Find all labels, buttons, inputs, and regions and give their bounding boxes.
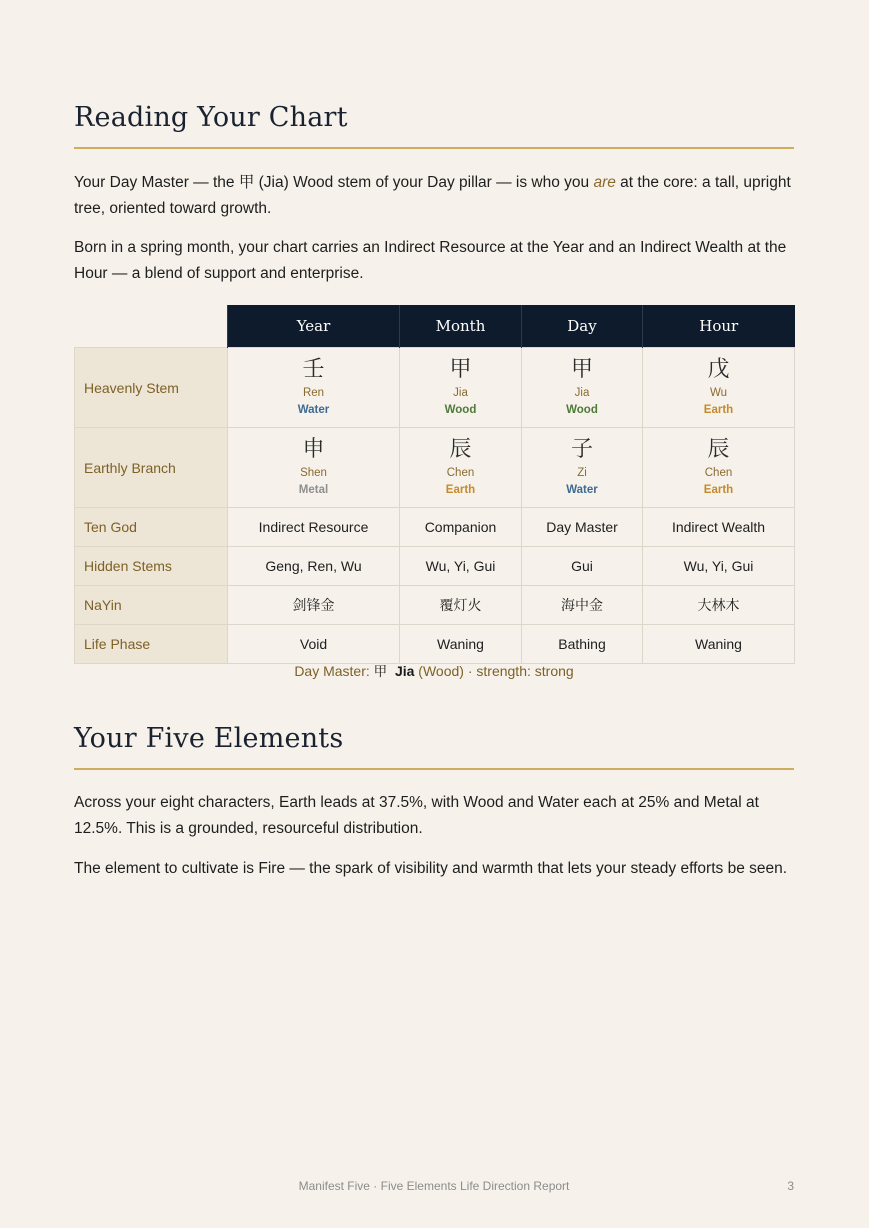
branch-pinyin: Shen — [300, 466, 327, 479]
caption-prefix: Day Master: — [294, 663, 374, 679]
branch-pinyin: Zi — [577, 466, 587, 479]
row-label-hidden-stems: Hidden Stems — [75, 547, 228, 586]
stem-element: Wood — [566, 403, 598, 416]
life-phase-cell: Void — [228, 625, 400, 664]
branch-char: 子 — [570, 436, 593, 462]
branch-char: 辰 — [707, 436, 730, 462]
stem-element: Wood — [444, 403, 477, 416]
branch-cell-month — [400, 428, 522, 508]
hidden-stems-cell: Wu, Yi, Gui — [643, 547, 795, 586]
stem-cell-year — [228, 348, 400, 428]
branch-pinyin: Chen — [704, 466, 733, 479]
stem-char: 甲 — [449, 356, 472, 382]
ten-god-cell: Day Master — [522, 508, 643, 547]
stem-cell-hour — [643, 348, 795, 428]
header-blank-cell — [75, 305, 228, 348]
stem-pinyin: Jia — [453, 386, 468, 399]
table-header-row — [75, 305, 795, 348]
row-label-life-phase: Life Phase — [75, 625, 228, 664]
row-label-nayin: NaYin — [75, 586, 228, 625]
stem-element: Water — [297, 403, 330, 416]
branch-element: Water — [566, 483, 598, 496]
ten-god-cell: Indirect Resource — [228, 508, 400, 547]
hidden-stems-cell: Wu, Yi, Gui — [400, 547, 522, 586]
branch-element: Metal — [298, 483, 329, 496]
branch-element: Earth — [445, 483, 476, 496]
table-row — [75, 348, 795, 428]
life-phase-cell: Waning — [400, 625, 522, 664]
caption-day-master-name: Jia — [394, 663, 415, 679]
life-phase-cell: Waning — [643, 625, 795, 664]
caption-suffix: (Wood) · strength: strong — [414, 663, 574, 679]
col-header-day: Day — [522, 305, 643, 348]
four-pillars-table — [74, 305, 795, 664]
table-row — [75, 428, 795, 508]
stem-cell-month — [400, 348, 522, 428]
hidden-stems-cell: Gui — [522, 547, 643, 586]
table-row — [75, 508, 795, 547]
col-header-hour: Hour — [643, 305, 795, 348]
section-title-five-elements: Your Five Elements — [74, 723, 794, 770]
nayin-cell: 大林木 — [643, 586, 795, 625]
reading-p1-start: Your Day Master — the 甲 (Jia) Wood stem of your Day pillar — is who you — [74, 174, 594, 191]
reading-p1-emphasis: are — [593, 174, 616, 191]
stem-element: Earth — [703, 403, 734, 416]
reading-paragraph-1 — [74, 170, 794, 222]
footer-report-title: Manifest Five · Five Elements Life Direction Report — [298, 1179, 570, 1193]
branch-cell-year — [228, 428, 400, 508]
day-master-caption — [74, 660, 794, 680]
branch-cell-hour — [643, 428, 795, 508]
stem-pinyin: Wu — [709, 386, 728, 399]
branch-char: 申 — [302, 436, 325, 462]
hidden-stems-cell: Geng, Ren, Wu — [228, 547, 400, 586]
stem-cell-day — [522, 348, 643, 428]
stem-char: 戊 — [707, 356, 730, 382]
table-row — [75, 547, 795, 586]
branch-cell-day — [522, 428, 643, 508]
stem-pinyin: Ren — [302, 386, 325, 399]
branch-element: Earth — [703, 483, 734, 496]
stem-char: 壬 — [302, 356, 325, 382]
nayin-cell: 覆灯火 — [400, 586, 522, 625]
reading-p1-end: at the core: a tall, upright tree, oriented toward growth. — [74, 174, 791, 217]
ten-god-cell: Indirect Wealth — [643, 508, 795, 547]
nayin-cell: 海中金 — [522, 586, 643, 625]
col-header-year: Year — [228, 305, 400, 348]
row-label-heavenly-stem: Heavenly Stem — [75, 348, 228, 428]
caption-day-master-char: 甲 — [373, 664, 388, 680]
page-number: 3 — [787, 1179, 794, 1193]
branch-pinyin: Chen — [446, 466, 475, 479]
row-label-ten-god: Ten God — [75, 508, 228, 547]
ten-god-cell: Companion — [400, 508, 522, 547]
reading-paragraph-2: Born in a spring month, your chart carries an Indirect Resource at the Year and an Indirect Wealth at the Hour — a blend of support and enterprise. — [74, 239, 787, 282]
row-label-earthly-branch: Earthly Branch — [75, 428, 228, 508]
five-elements-paragraph-1: Across your eight characters, Earth leads at 37.5%, with Wood and Water each at 25% and Metal at 12.5%. This is a grounded, resourceful distribution. — [74, 794, 759, 837]
col-header-month: Month — [400, 305, 522, 348]
section-title-reading: Reading Your Chart — [74, 102, 794, 149]
five-elements-paragraph-2: The element to cultivate is Fire — the spark of visibility and warmth that lets your steady efforts be seen. — [74, 860, 788, 877]
branch-char: 辰 — [449, 436, 472, 462]
stem-pinyin: Jia — [574, 386, 590, 399]
table-row — [75, 625, 795, 664]
life-phase-cell: Bathing — [522, 625, 643, 664]
nayin-cell: 剑锋金 — [228, 586, 400, 625]
table-row — [75, 586, 795, 625]
stem-char: 甲 — [570, 356, 593, 382]
